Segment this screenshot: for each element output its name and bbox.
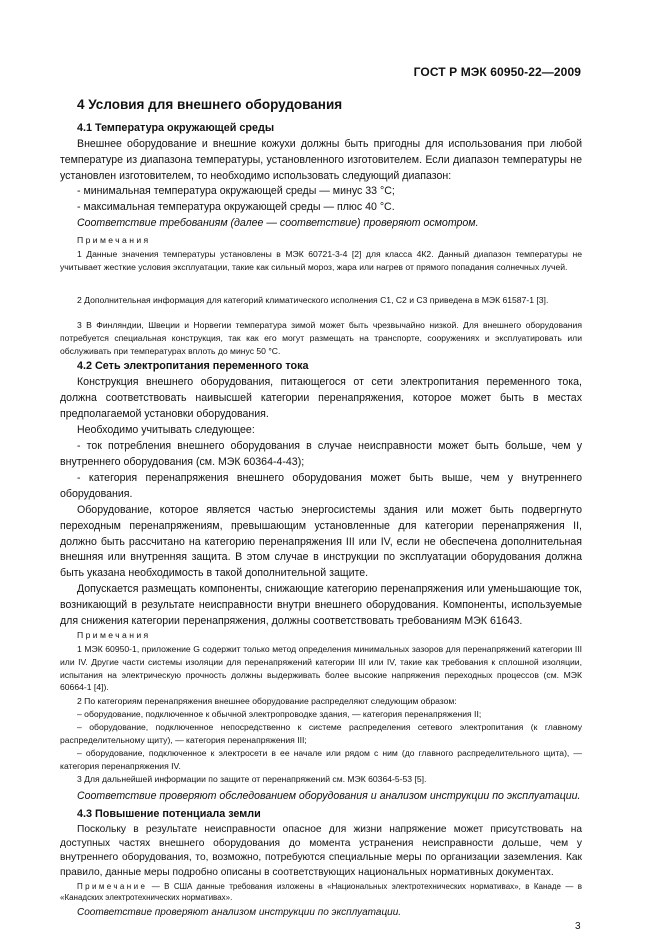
s41-note-1: 1 Данные значения температуры установлены в МЭК 60721-3-4 [2] для класса 4К2. Данный диапазон температуры не учитывает жесткие условия эксплуатации, такие как сильный мороз, жара или нагрев от прямого попадания солнечных лучей. [60,249,582,272]
page-number: 3 [575,921,581,932]
s41-compliance: Соответствие требованиям (далее — соответствие) проверяют осмотром. [77,217,479,229]
s43-note [60,881,582,903]
s42-note-2b: – оборудование, подключенное непосредственно к системе распределения сетевого электропитания (к главному распределительному щиту), — категория перенапряжения III; [60,722,582,745]
s41-paragraph-1: Внешнее оборудование и внешние кожухи должны быть пригодны для использования при любой температуре из диапазона температуры, установленного изготовителем. Если диапазон температуры не установлен изготовителем, то необходимо использовать следующий диапазон: [60,138,582,182]
s41-notes-label: Примечания [77,235,151,245]
s42-note-3: 3 Для дальнейшей информации по защите от перенапряжений см. МЭК 60364-5-53 [5]. [77,774,427,784]
s43-compliance: Соответствие проверяют анализом инструкции по эксплуатации. [77,907,402,918]
section-4-1-title: 4.1 Температура окружающей среды [77,122,275,134]
s42-list-item-1: - ток потребления внешнего оборудования в случае неисправности может быть больше, чем у внутреннего оборудования (см. МЭК 60364-4-43); [60,440,582,468]
s41-list-item-2: - максимальная температура окружающей среды — плюс 40 °С. [77,201,395,213]
s42-compliance: Соответствие проверяют обследованием оборудования и анализом инструкции по эксплуатации. [77,790,581,802]
s42-note-2c: – оборудование, подключенное к электросети в ее начале или рядом с ним (до главного распределительного щита), — категория перенапряжения IV. [60,748,582,771]
s42-paragraph-2: Необходимо учитывать следующее: [77,424,255,436]
s42-notes-label: Примечания [77,630,151,640]
s43-note-label: Примечание [77,882,148,891]
s42-list-item-2: - категория перенапряжения внешнего оборудования может быть выше, чем у внутреннего оборудования. [60,472,582,500]
s42-paragraph-3: Оборудование, которое является частью энергосистемы здания или может быть подвергнуто переходным перенапряжениям, превышающим установленные для категории перенапряжения II, должно быть рассчитано на категорию перенапряжения III или IV, если не обеспечена дополнительная внешняя или внутренняя защита. В этом случае в инструкции по эксплуатации оборудования должна быть указана необходимость в такой дополнительной защите. [60,504,582,580]
s43-note-text: — В США данные требования изложены в «Национальных электротехнических нормативах», в Канаде — в «Канадских электротехнических нормативах». [60,882,582,902]
s42-paragraph-1: Конструкция внешнего оборудования, питающегося от сети электропитания переменного тока, должна соответствовать наивысшей категории перенапряжения, которое может быть в местах предполагаемой установки оборудования. [60,376,582,420]
s42-note-1: 1 МЭК 60950-1, приложение G содержит только метод определения минимальных зазоров для перенапряжений категории III или IV. Другие части системы изоляции для перенапряжений категории III или IV, такие как требования к сплошной изоляции, испытания на электрическую прочность должны выдерживать более высокие напряжения переходных процессов (см. МЭК 60664-1 [4]). [60,644,582,693]
s41-list-item-1: - минимальная температура окружающей среды — минус 33 °С; [77,185,395,197]
standard-header: ГОСТ Р МЭК 60950-22—2009 [413,65,581,79]
section-4-3-title: 4.3 Повышение потенциала земли [77,808,261,820]
s42-note-2: 2 По категориям перенапряжения внешнее оборудование распределяют следующим образом: [77,696,457,706]
s41-note-2: 2 Дополнительная информация для категорий климатического исполнения С1, С2 и С3 приведена в МЭК 61587-1 [3]. [77,295,549,305]
section-4-title: 4 Условия для внешнего оборудования [77,97,343,112]
s43-paragraph-1: Поскольку в результате неисправности опасное для жизни напряжение может присутствовать на доступных частях внешнего оборудования до момента устранения неисправности дольше, чем у внутреннего оборудования, то, возможно, потребуются специальные меры по организации заземления. Как правило, данные меры подробно описаны в соответствующих национальных нормативных документах. [60,824,582,878]
section-4-2-title: 4.2 Сеть электропитания переменного тока [77,360,309,372]
s41-note-3: 3 В Финляндии, Швеции и Норвегии температура зимой может быть чрезвычайно низкой. Для внешнего оборудования потребуется специальная конструкция, так как его могут размещать на транспорте, сооружениях и эксплуатировать или обслуживать при температурах вплоть до минус 50 °С. [60,320,582,356]
s42-paragraph-4: Допускается размещать компоненты, снижающие категорию перенапряжения или уменьшающие ток, возникающий в результате неисправности внутри внешнего оборудования. Компоненты, используемые для снижения категории перенапряжения, должны соответствовать требованиям МЭК 61643. [60,583,582,627]
s42-note-2a: – оборудование, подключенное к обычной электропроводке здания, — категория перенапряжения II; [77,709,482,719]
